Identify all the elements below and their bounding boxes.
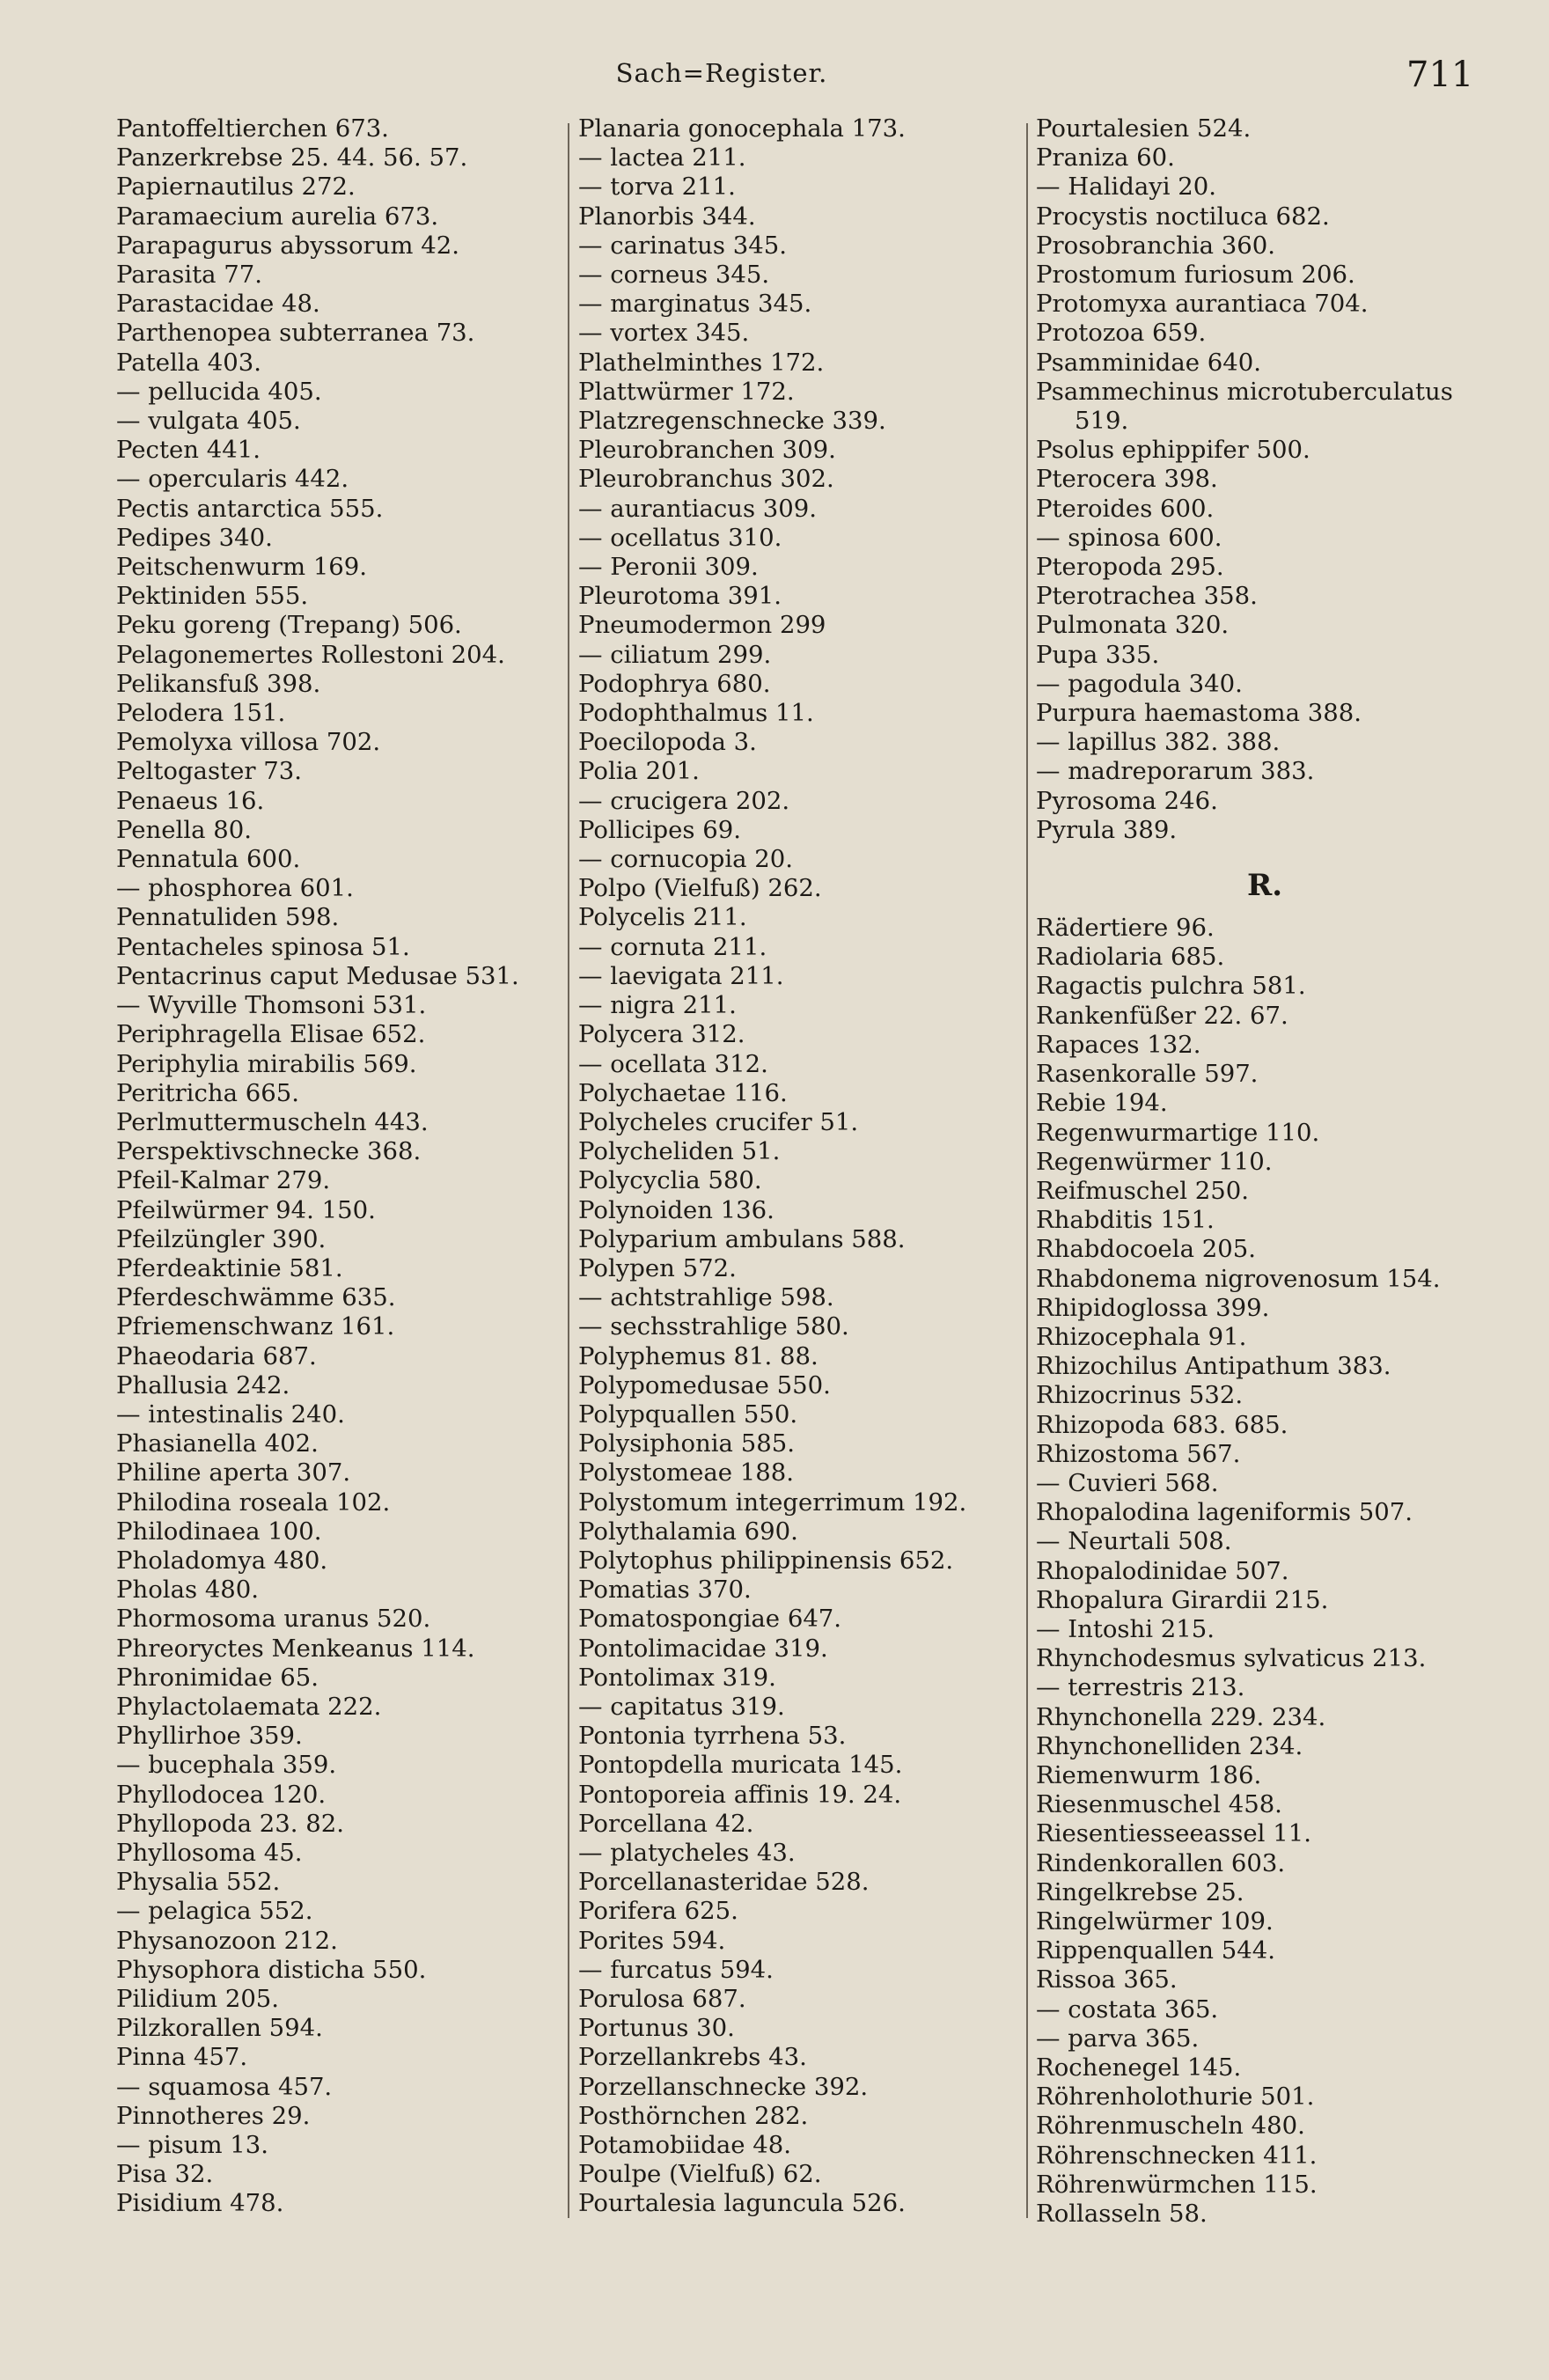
index-entry: Polypen 572. bbox=[578, 1253, 737, 1282]
index-entry: Paramaecium aurelia 673. bbox=[116, 202, 439, 231]
column-rule bbox=[1026, 123, 1028, 2218]
index-entry: Polystomum integerrimum 192. bbox=[578, 1488, 967, 1517]
index-entry: Polypquallen 550. bbox=[578, 1399, 798, 1429]
index-entry: Rissoa 365. bbox=[1036, 1965, 1178, 1994]
index-entry: — lapillus 382. 388. bbox=[1036, 728, 1281, 757]
index-entry: Phyllodocea 120. bbox=[116, 1780, 327, 1809]
index-entry: — sechsstrahlige 580. bbox=[578, 1312, 849, 1341]
index-entry: Röhrenholothurie 501. bbox=[1036, 2082, 1315, 2112]
index-entry: Rasenkoralle 597. bbox=[1036, 1060, 1259, 1089]
index-entry: Prostomum furiosum 206. bbox=[1036, 261, 1355, 290]
index-entry: Riemenwurm 186. bbox=[1036, 1760, 1262, 1789]
index-entry: Planorbis 344. bbox=[578, 202, 756, 231]
index-entry: Pelodera 151. bbox=[116, 699, 286, 728]
index-entry: — corneus 345. bbox=[578, 261, 770, 290]
index-entry: Polyphemus 81. 88. bbox=[578, 1341, 819, 1370]
index-entry: Phyllopoda 23. 82. bbox=[116, 1809, 345, 1838]
index-entry: — vortex 345. bbox=[578, 319, 750, 348]
index-entry: Rhynchodesmus sylvaticus 213. bbox=[1036, 1644, 1427, 1673]
index-entry: Pisidium 478. bbox=[116, 2189, 284, 2218]
index-entry: Pilidium 205. bbox=[116, 1985, 280, 2013]
index-entry: Rapaces 132. bbox=[1036, 1030, 1201, 1059]
index-entry: Rhynchonelliden 234. bbox=[1036, 1731, 1303, 1760]
index-entry: — intestinalis 240. bbox=[116, 1399, 345, 1429]
index-entry: Peltogaster 73. bbox=[116, 757, 303, 786]
index-entry: — pellucida 405. bbox=[116, 377, 322, 406]
index-entry: Potamobiidae 48. bbox=[578, 2131, 791, 2160]
index-entry: Rhizochilus Antipathum 383. bbox=[1036, 1352, 1391, 1381]
index-entry: Psamminidae 640. bbox=[1036, 348, 1261, 377]
index-entry: Penella 80. bbox=[116, 815, 252, 844]
index-entry: — nigra 211. bbox=[578, 991, 737, 1020]
index-entry: — pisum 13. bbox=[116, 2131, 269, 2160]
index-entry: Podophrya 680. bbox=[578, 669, 771, 698]
index-entry: Pholadomya 480. bbox=[116, 1546, 328, 1575]
index-entry: Pentacheles spinosa 51. bbox=[116, 932, 410, 961]
index-entry: Pelagonemertes Rollestoni 204. bbox=[116, 640, 505, 669]
index-entry: Patella 403. bbox=[116, 348, 261, 377]
index-entry: Porites 594. bbox=[578, 1926, 726, 1955]
index-entry: Phasianella 402. bbox=[116, 1429, 319, 1458]
index-entry: Perspektivschnecke 368. bbox=[116, 1137, 422, 1166]
index-entry: Pfeil-Kalmar 279. bbox=[116, 1166, 331, 1195]
index-entry: Perlmuttermuscheln 443. bbox=[116, 1107, 429, 1136]
index-entry: Rindenkorallen 603. bbox=[1036, 1848, 1286, 1877]
index-entry: Rollasseln 58. bbox=[1036, 2200, 1208, 2229]
index-entry: Röhrenwürmchen 115. bbox=[1036, 2170, 1318, 2199]
index-entry: Pterocera 398. bbox=[1036, 465, 1218, 494]
index-entry: Pomatias 370. bbox=[578, 1576, 752, 1605]
index-entry: Porzellankrebs 43. bbox=[578, 2043, 807, 2072]
index-entry: Purpura haemastoma 388. bbox=[1036, 699, 1362, 728]
index-entry: Pontopdella muricata 145. bbox=[578, 1751, 903, 1780]
index-entry: Phronimidae 65. bbox=[116, 1663, 319, 1692]
index-entry: Riesentiesseeassel 11. bbox=[1036, 1819, 1311, 1848]
column-rule bbox=[568, 123, 569, 2218]
index-entry: — platycheles 43. bbox=[578, 1838, 796, 1867]
index-entry: Rebie 194. bbox=[1036, 1089, 1168, 1118]
index-entry: Parastacidae 48. bbox=[116, 290, 320, 319]
index-entry: Polycera 312. bbox=[578, 1020, 745, 1049]
index-entry: Rädertiere 96. bbox=[1036, 914, 1215, 943]
index-entry: Pferdeaktinie 581. bbox=[116, 1253, 343, 1282]
index-entry: Pterotrachea 358. bbox=[1036, 582, 1258, 611]
index-entry: Polythalamia 690. bbox=[578, 1517, 798, 1546]
index-entry: Phyllirhoe 359. bbox=[116, 1722, 303, 1751]
index-entry: — capitatus 319. bbox=[578, 1692, 785, 1721]
index-entry: — pagodula 340. bbox=[1036, 669, 1243, 698]
index-entry: Pennatula 600. bbox=[116, 845, 301, 874]
index-entry: — Peronii 309. bbox=[578, 553, 759, 582]
index-entry: — Cuvieri 568. bbox=[1036, 1468, 1219, 1497]
index-entry: Pedipes 340. bbox=[116, 523, 273, 552]
index-entry: Panzerkrebse 25. 44. 56. 57. bbox=[116, 143, 468, 173]
index-entry: — ocellata 312. bbox=[578, 1049, 768, 1078]
index-entry: Periphragella Elisae 652. bbox=[116, 1020, 426, 1049]
index-entry: Rhopalura Girardii 215. bbox=[1036, 1585, 1329, 1614]
index-entry: Pulmonata 320. bbox=[1036, 611, 1230, 640]
index-entry: Rhizocephala 91. bbox=[1036, 1322, 1247, 1351]
index-entry: Porcellanasteridae 528. bbox=[578, 1868, 870, 1897]
index-entry: Pourtalesia laguncula 526. bbox=[578, 2189, 906, 2218]
index-entry: Polystomeae 188. bbox=[578, 1458, 794, 1488]
index-entry: Plathelminthes 172. bbox=[578, 348, 825, 377]
index-block-r bbox=[1036, 914, 1494, 2229]
index-entry: Poecilopoda 3. bbox=[578, 728, 757, 757]
index-column-1 bbox=[116, 114, 556, 2219]
index-entry: Pteropoda 295. bbox=[1036, 553, 1224, 582]
index-entry: — crucigera 202. bbox=[578, 786, 790, 815]
index-entry: Porzellanschnecke 392. bbox=[578, 2072, 869, 2101]
index-entry: Röhrenschnecken 411. bbox=[1036, 2141, 1318, 2170]
index-entry: — squamosa 457. bbox=[116, 2072, 333, 2101]
index-entry: Physophora disticha 550. bbox=[116, 1955, 427, 1984]
index-entry: Psolus ephippifer 500. bbox=[1036, 436, 1310, 465]
index-entry: Radiolaria 685. bbox=[1036, 943, 1225, 972]
index-entry: Philodinaea 100. bbox=[116, 1517, 322, 1546]
index-entry: Pfeilwürmer 94. 150. bbox=[116, 1195, 376, 1224]
index-entry: Pontolimacidae 319. bbox=[578, 1634, 828, 1663]
index-entry: Pinna 457. bbox=[116, 2043, 248, 2072]
index-entry: Parapagurus abyssorum 42. bbox=[116, 231, 459, 260]
index-entry: Physanozoon 212. bbox=[116, 1926, 338, 1955]
index-entry: Pleurotoma 391. bbox=[578, 582, 782, 611]
index-entry: — pelagica 552. bbox=[116, 1897, 313, 1926]
index-entry: Protozoa 659. bbox=[1036, 319, 1207, 348]
index-entry: Polyparium ambulans 588. bbox=[578, 1224, 906, 1253]
index-entry: Polypomedusae 550. bbox=[578, 1370, 831, 1399]
index-entry: — ocellatus 310. bbox=[578, 523, 782, 552]
index-entry: Pontoporeia affinis 19. 24. bbox=[578, 1780, 902, 1809]
index-entry: Pfriemenschwanz 161. bbox=[116, 1312, 395, 1341]
index-entry: Pferdeschwämme 635. bbox=[116, 1283, 396, 1312]
index-entry: Rochenegel 145. bbox=[1036, 2053, 1242, 2082]
index-entry: Philine aperta 307. bbox=[116, 1458, 351, 1488]
index-entry: Parasita 77. bbox=[116, 261, 263, 290]
index-column-2 bbox=[578, 114, 1017, 2219]
index-entry: Psammechinus microtuberculatus 519. bbox=[1036, 377, 1453, 436]
index-block-p bbox=[1036, 114, 1494, 845]
index-entry: Regenwurmartige 110. bbox=[1036, 1118, 1320, 1147]
index-entry: Rhipidoglossa 399. bbox=[1036, 1293, 1270, 1322]
index-entry: Pyrosoma 246. bbox=[1036, 786, 1218, 815]
index-entry: Ragactis pulchra 581. bbox=[1036, 972, 1306, 1001]
index-entry: — parva 365. bbox=[1036, 2024, 1200, 2053]
index-entry: Phallusia 242. bbox=[116, 1370, 290, 1399]
index-entry: Röhrenmuscheln 480. bbox=[1036, 2112, 1305, 2141]
index-entry: Ringelwürmer 109. bbox=[1036, 1906, 1274, 1936]
index-entry: Rhizocrinus 532. bbox=[1036, 1381, 1244, 1410]
index-entry: — spinosa 600. bbox=[1036, 523, 1222, 552]
index-entry: Pelikansfuß 398. bbox=[116, 669, 321, 698]
index-entry: Posthörnchen 282. bbox=[578, 2101, 809, 2130]
index-entry: — laevigata 211. bbox=[578, 961, 784, 990]
index-entry: Riesenmuschel 458. bbox=[1036, 1790, 1282, 1819]
index-entry: Philodina roseala 102. bbox=[116, 1488, 391, 1517]
index-entry: Physalia 552. bbox=[116, 1868, 281, 1897]
index-entry: Pteroides 600. bbox=[1036, 494, 1215, 523]
index-entry: Pourtalesien 524. bbox=[1036, 114, 1252, 143]
index-entry: Phyllosoma 45. bbox=[116, 1838, 303, 1867]
index-entry: Pectis antarctica 555. bbox=[116, 494, 384, 523]
index-entry: Reifmuschel 250. bbox=[1036, 1176, 1250, 1205]
index-entry: Praniza 60. bbox=[1036, 143, 1175, 173]
index-entry: Periphylia mirabilis 569. bbox=[116, 1049, 417, 1078]
index-entry: Penaeus 16. bbox=[116, 786, 265, 815]
index-entry: Procystis noctiluca 682. bbox=[1036, 202, 1330, 231]
index-entry: Rippenquallen 544. bbox=[1036, 1936, 1275, 1965]
index-entry: Ringelkrebse 25. bbox=[1036, 1877, 1244, 1906]
index-entry: Rhabditis 151. bbox=[1036, 1206, 1215, 1235]
index-entry: Phylactolaemata 222. bbox=[116, 1692, 382, 1721]
index-entry: — ciliatum 299. bbox=[578, 640, 772, 669]
index-entry: Phreoryctes Menkeanus 114. bbox=[116, 1634, 475, 1663]
index-entry: Pisa 32. bbox=[116, 2160, 214, 2189]
index-entry: Porulosa 687. bbox=[578, 1985, 746, 2013]
index-entry: Rhizostoma 567. bbox=[1036, 1439, 1241, 1468]
index-entry: Phormosoma uranus 520. bbox=[116, 1605, 431, 1634]
index-entry: — terrestris 213. bbox=[1036, 1673, 1245, 1702]
index-entry: Polytophus philippinensis 652. bbox=[578, 1546, 954, 1575]
index-entry: Polycelis 211. bbox=[578, 903, 747, 932]
index-entry: Polysiphonia 585. bbox=[578, 1429, 795, 1458]
index-entry: — Intoshi 215. bbox=[1036, 1614, 1215, 1643]
index-entry: — cornuta 211. bbox=[578, 932, 767, 961]
index-entry: — Wyville Thomsoni 531. bbox=[116, 991, 427, 1020]
index-entry: Pentacrinus caput Medusae 531. bbox=[116, 961, 519, 990]
index-entry: — lactea 211. bbox=[578, 143, 746, 173]
index-entry: Polycheles crucifer 51. bbox=[578, 1107, 859, 1136]
index-entry: Platzregenschnecke 339. bbox=[578, 407, 886, 436]
index-entry: Polia 201. bbox=[578, 757, 700, 786]
index-entry: — carinatus 345. bbox=[578, 231, 787, 260]
index-entry: Papiernautilus 272. bbox=[116, 173, 356, 202]
index-entry: — bucephala 359. bbox=[116, 1751, 337, 1780]
index-entry: Pyrula 389. bbox=[1036, 815, 1178, 844]
index-entry: Pleurobranchen 309. bbox=[578, 436, 836, 465]
index-entry: — costata 365. bbox=[1036, 1994, 1219, 2024]
index-entry: Parthenopea subterranea 73. bbox=[116, 319, 475, 348]
index-entry: — aurantiacus 309. bbox=[578, 494, 818, 523]
section-letter: R. bbox=[1246, 868, 1283, 904]
index-entry: Pleurobranchus 302. bbox=[578, 465, 834, 494]
index-entry: Pupa 335. bbox=[1036, 640, 1160, 669]
index-entry: — furcatus 594. bbox=[578, 1955, 774, 1984]
index-entry: — cornucopia 20. bbox=[578, 845, 793, 874]
running-header: Sach=Register. bbox=[615, 58, 828, 88]
index-entry: Polpo (Vielfuß) 262. bbox=[578, 874, 822, 903]
index-entry: Pfeilzüngler 390. bbox=[116, 1224, 327, 1253]
index-entry: — phosphorea 601. bbox=[116, 874, 354, 903]
index-entry: Pilzkorallen 594. bbox=[116, 2014, 323, 2043]
index-entry: Peitschenwurm 169. bbox=[116, 553, 368, 582]
index-entry: Polychaetae 116. bbox=[578, 1078, 788, 1107]
index-entry: Pennatuliden 598. bbox=[116, 903, 340, 932]
index-entry: Pontonia tyrrhena 53. bbox=[578, 1722, 847, 1751]
index-entry: Pomatospongiae 647. bbox=[578, 1605, 842, 1634]
index-entry: Podophthalmus 11. bbox=[578, 699, 814, 728]
index-entry: Porcellana 42. bbox=[578, 1809, 754, 1838]
index-entry: Pinnotheres 29. bbox=[116, 2101, 311, 2130]
index-entry: Rankenfüßer 22. 67. bbox=[1036, 1001, 1288, 1030]
index-entry: — Halidayi 20. bbox=[1036, 173, 1217, 202]
index-entry: Prosobranchia 360. bbox=[1036, 231, 1276, 260]
index-entry: Peku goreng (Trepang) 506. bbox=[116, 611, 462, 640]
index-entry: Porifera 625. bbox=[578, 1897, 738, 1926]
index-entry: Pektiniden 555. bbox=[116, 582, 309, 611]
index-entry: Planaria gonocephala 173. bbox=[578, 114, 906, 143]
index-entry: — opercularis 442. bbox=[116, 465, 349, 494]
index-entry: Peritricha 665. bbox=[116, 1078, 299, 1107]
index-entry: Pontolimax 319. bbox=[578, 1663, 776, 1692]
index-entry: — torva 211. bbox=[578, 173, 736, 202]
index-entry: Pholas 480. bbox=[116, 1576, 260, 1605]
index-entry: Pemolyxa villosa 702. bbox=[116, 728, 381, 757]
index-entry: Pantoffeltierchen 673. bbox=[116, 114, 389, 143]
index-entry: Pneumodermon 299 bbox=[578, 611, 826, 640]
index-entry: Plattwürmer 172. bbox=[578, 377, 795, 406]
index-entry: — achtstrahlige 598. bbox=[578, 1283, 834, 1312]
index-entry: Portunus 30. bbox=[578, 2014, 735, 2043]
index-entry: Rhizopoda 683. 685. bbox=[1036, 1410, 1288, 1439]
index-entry: — marginatus 345. bbox=[578, 290, 812, 319]
index-entry: Polycheliden 51. bbox=[578, 1137, 781, 1166]
index-entry: Poulpe (Vielfuß) 62. bbox=[578, 2160, 822, 2189]
index-entry: Polycyclia 580. bbox=[578, 1166, 762, 1195]
index-entry: Pollicipes 69. bbox=[578, 815, 741, 844]
index-entry: Rhabdocoela 205. bbox=[1036, 1235, 1256, 1264]
index-column-3 bbox=[1036, 114, 1494, 2229]
index-entry: Rhynchonella 229. 234. bbox=[1036, 1702, 1326, 1731]
index-entry: — madreporarum 383. bbox=[1036, 757, 1315, 786]
index-entry: Rhabdonema nigrovenosum 154. bbox=[1036, 1264, 1441, 1293]
index-entry: Rhopalodina lageniformis 507. bbox=[1036, 1498, 1413, 1527]
index-entry: Phaeodaria 687. bbox=[116, 1341, 317, 1370]
page-number: 711 bbox=[1406, 55, 1474, 95]
index-entry: Regenwürmer 110. bbox=[1036, 1147, 1273, 1176]
index-entry: Pecten 441. bbox=[116, 436, 261, 465]
index-entry: Protomyxa aurantiaca 704. bbox=[1036, 290, 1369, 319]
index-entry: Polynoiden 136. bbox=[578, 1195, 774, 1224]
index-entry: — Neurtali 508. bbox=[1036, 1527, 1232, 1556]
index-entry: Rhopalodinidae 507. bbox=[1036, 1556, 1289, 1585]
index-entry: — vulgata 405. bbox=[116, 407, 301, 436]
